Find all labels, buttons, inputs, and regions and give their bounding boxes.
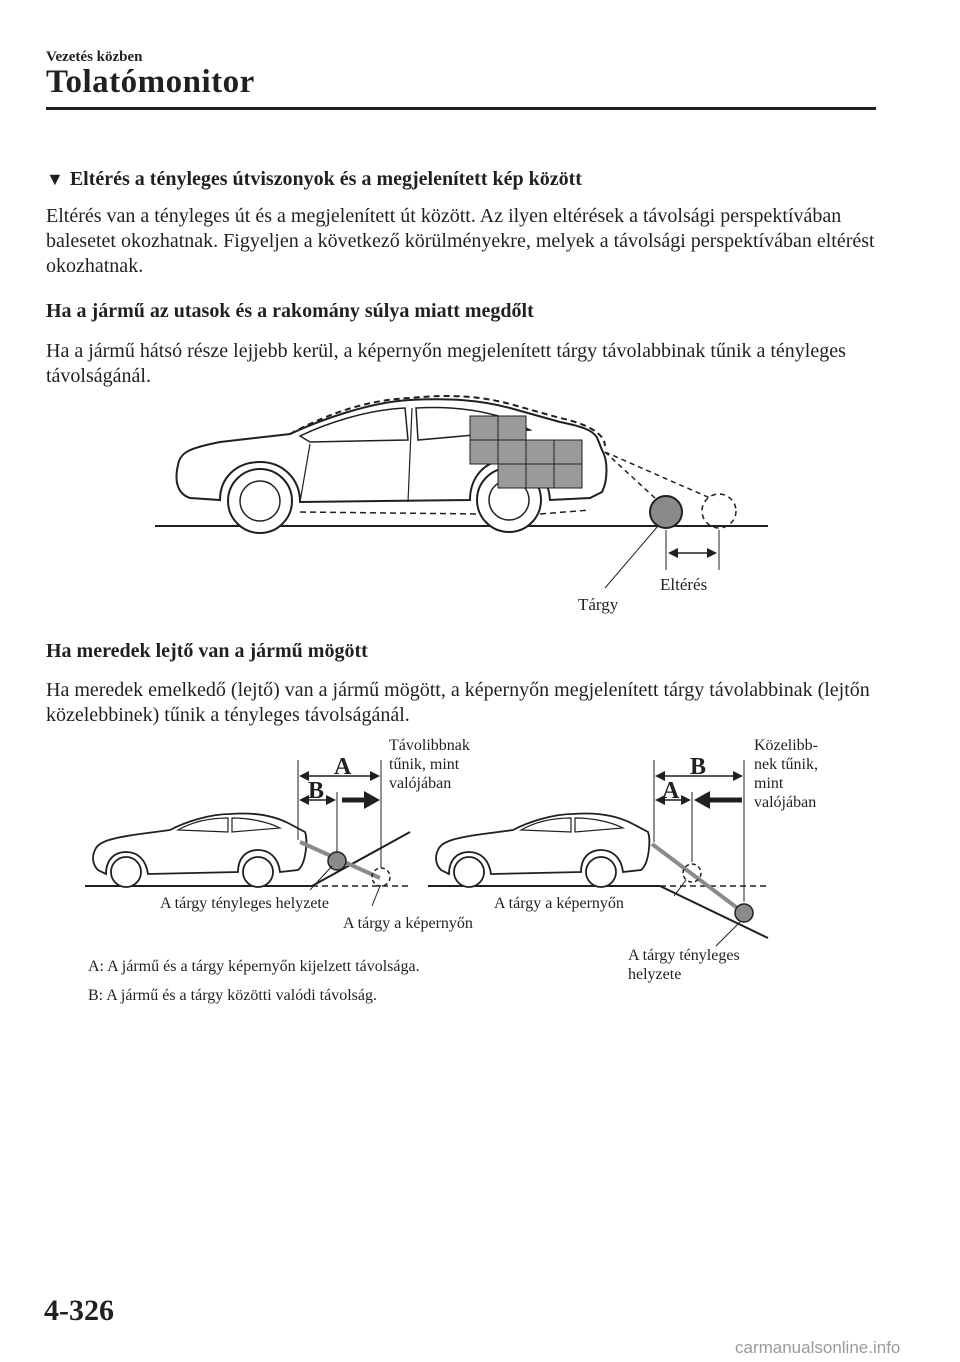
section-label: Vezetés közben bbox=[46, 49, 143, 65]
right-actual-label-line2: helyzete bbox=[628, 966, 682, 983]
figure-slope bbox=[80, 730, 840, 990]
right-note-line2: nek tűnik, bbox=[754, 756, 818, 773]
section-heading-text: Eltérés a tényleges útviszonyok és a megjelenített kép között bbox=[69, 168, 582, 190]
figure-loaded-vehicle bbox=[150, 390, 780, 620]
legend-a: A: A jármű és a tárgy képernyőn kijelzett távolsága. bbox=[88, 958, 420, 975]
page-title: Tolatómonitor bbox=[46, 64, 255, 100]
legend-b: B: A jármű és a tárgy közötti valódi távolság. bbox=[88, 987, 377, 1004]
right-actual-label-line1: A tárgy tényleges bbox=[628, 947, 740, 964]
right-letter-b: B bbox=[690, 754, 707, 780]
right-car-illustration bbox=[436, 813, 649, 887]
right-letter-a: A bbox=[662, 778, 680, 804]
case2-heading: Ha meredek lejtő van a jármű mögött bbox=[46, 640, 368, 662]
case1-paragraph: Ha a jármű hátsó része lejjebb kerül, a képernyőn megjelenített tárgy távolabbinak tűnik a tényleges távolságánál. bbox=[46, 340, 846, 387]
left-note-line2: tűnik, mint bbox=[389, 756, 460, 773]
object-label: Tárgy bbox=[578, 595, 619, 614]
case1-heading: Ha a jármű az utasok és a rakomány súlya miatt megdőlt bbox=[46, 300, 534, 322]
left-actual-label: A tárgy tényleges helyzete bbox=[160, 895, 329, 912]
case2-paragraph: Ha meredek emelkedő (lejtő) van a jármű mögött, a képernyőn megjelenített tárgy távolabbinak (lejtőn közelebbinek) tűnik a tényleges távolságánál. bbox=[46, 679, 870, 726]
right-note-line4: valójában bbox=[754, 794, 817, 811]
left-note-line3: valójában bbox=[389, 775, 452, 792]
left-screen-label: A tárgy a képernyőn bbox=[343, 915, 473, 932]
left-letter-b: B bbox=[308, 778, 325, 804]
page-number: 4-326 bbox=[44, 1294, 114, 1327]
left-car-illustration bbox=[93, 813, 306, 887]
difference-label: Eltérés bbox=[660, 575, 708, 594]
triangle-bullet-icon: ▼ bbox=[46, 169, 64, 189]
title-divider bbox=[46, 107, 876, 110]
left-note-line1: Távolibbnak bbox=[389, 737, 470, 754]
right-note-line3: mint bbox=[754, 775, 784, 792]
watermark: carmanualsonline.info bbox=[735, 1338, 901, 1357]
section-heading bbox=[46, 168, 582, 191]
right-note-line1: Közelibb- bbox=[754, 737, 818, 754]
left-letter-a: A bbox=[334, 754, 352, 780]
right-screen-label: A tárgy a képernyőn bbox=[494, 895, 624, 912]
intro-paragraph: Eltérés van a tényleges út és a megjelenített út között. Az ilyen eltérések a távolsági perspektívában balesetet okozhatnak. Figyeljen a következő körülményekre, melyek a távolsági perspektívában eltérést okozhatnak. bbox=[46, 205, 875, 277]
